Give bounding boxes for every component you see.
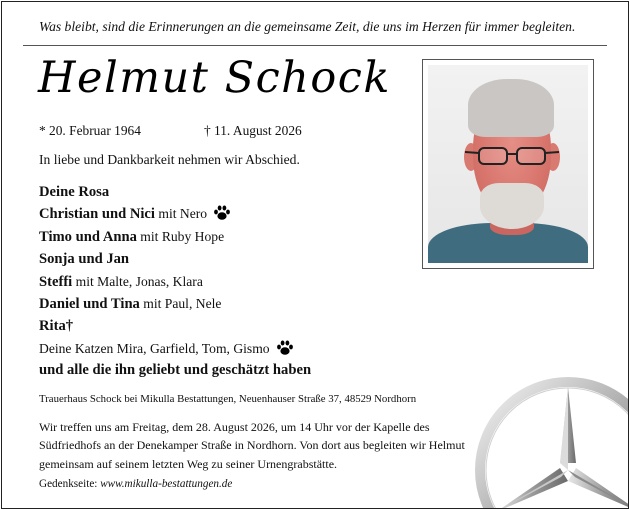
three-pointed-star-emblem-icon [473, 375, 629, 509]
paw-print-icon [213, 205, 231, 221]
family-line: Steffi mit Malte, Jonas, Klara [39, 273, 203, 290]
portrait-frame [422, 59, 594, 269]
memorial-label: Gedenkseite: [39, 478, 101, 490]
paw-print-icon [276, 340, 294, 356]
funeral-home-address: Trauerhaus Schock bei Mikulla Bestattungen, Neuenhauser Straße 37, 48529 Nordhorn [39, 393, 417, 405]
death-date: † 11. August 2026 [204, 123, 302, 138]
closing-line: und alle die ihn geliebt und geschätzt haben [39, 362, 312, 378]
family-line: Rita† [39, 318, 74, 335]
family-line: Deine Katzen Mira, Garfield, Tom, Gismo [39, 338, 419, 360]
family-line: Deine Rosa [39, 184, 110, 200]
family-list [39, 181, 419, 360]
family-line: Christian und Nici mit Nero [39, 203, 419, 225]
obituary-card [1, 1, 629, 509]
birth-date: * 20. Februar 1964 [39, 123, 141, 138]
divider [23, 45, 607, 46]
memorial-quote: Was bleibt, sind die Erinnerungen an die gemeinsame Zeit, die uns im Herzen für immer begleiten. [39, 19, 576, 34]
memorial-link[interactable]: www.mikulla-bestattungen.de [100, 478, 233, 490]
portrait-photo [428, 65, 588, 263]
farewell-intro: In liebe und Dankbarkeit nehmen wir Abschied. [39, 152, 300, 167]
family-line: Daniel und Tina mit Paul, Nele [39, 295, 222, 312]
family-line: Sonja und Jan [39, 251, 130, 268]
family-line: Timo und Anna mit Ruby Hope [39, 228, 225, 245]
memorial-page [39, 478, 232, 490]
glasses-icon [465, 145, 559, 167]
deceased-name: Helmut Schock [38, 53, 391, 103]
ceremony-notice: Wir treffen uns am Freitag, dem 28. August 2026, um 14 Uhr vor der Kapelle des Südfriedhofs an der Denekamper Straße in Nordhorn. Von dort aus begleiten wir Helmut gemeinsam auf seinem letzten Weg zu seiner Urnengrabstätte. [39, 420, 465, 471]
